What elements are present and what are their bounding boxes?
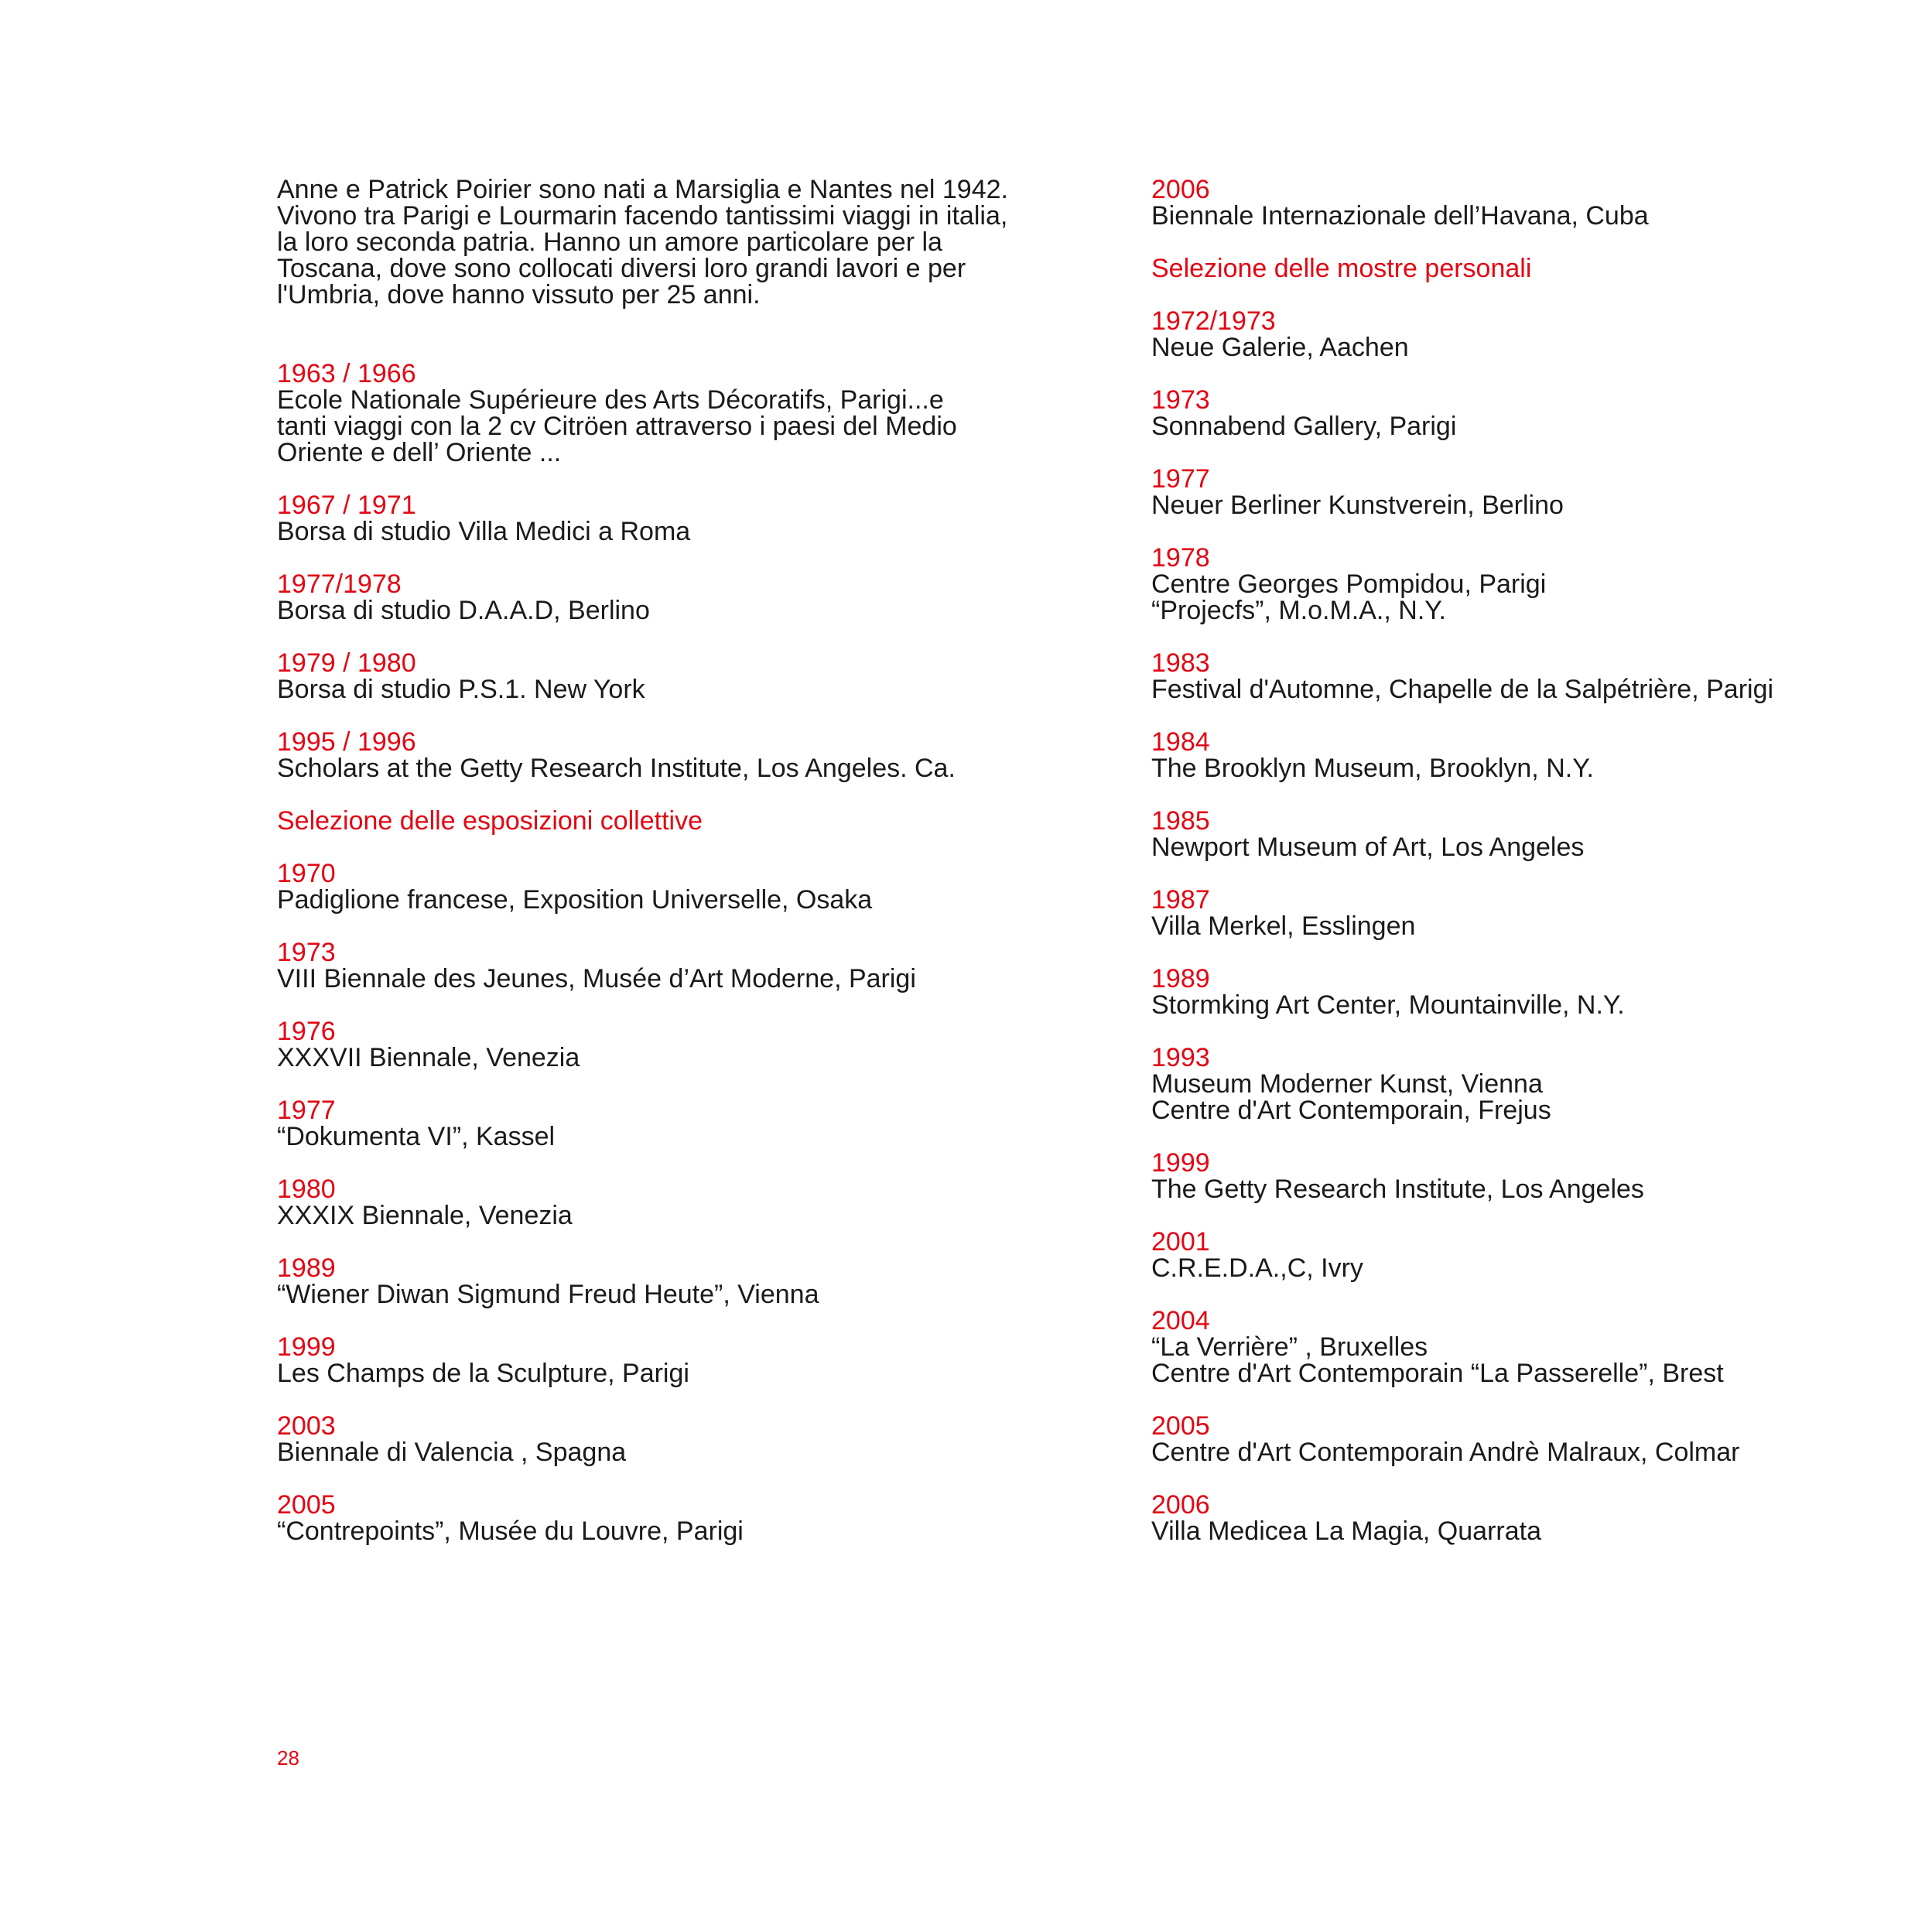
- entry-year: 1979 / 1980: [277, 648, 416, 678]
- entry-year: 1985: [1151, 806, 1210, 836]
- entry-description: Villa Medicea La Magia, Quarrata: [1151, 1517, 1541, 1546]
- entry-year: 2004: [1151, 1306, 1210, 1335]
- entry-description: Neuer Berliner Kunstverein, Berlino: [1151, 491, 1564, 520]
- entry-year: 1977: [1151, 464, 1210, 494]
- entry-description: “Projecfs”, M.o.M.A., N.Y.: [1151, 596, 1447, 625]
- right-column: [1151, 176, 1894, 1571]
- entry-description: Sonnabend Gallery, Parigi: [1151, 412, 1457, 441]
- bio-line: l'Umbria, dove hanno vissuto per 25 anni.: [277, 280, 761, 309]
- entry-year: 1999: [277, 1332, 336, 1362]
- timeline-entry: [1151, 808, 1894, 860]
- entry-description: Stormking Art Center, Mountainville, N.Y.: [1151, 990, 1625, 1020]
- timeline-entry: [1151, 1413, 1894, 1465]
- timeline-entry: [277, 361, 1012, 466]
- entry-description: Oriente e dell’ Oriente ...: [277, 438, 562, 467]
- entry-year: 2006: [1151, 1490, 1210, 1520]
- timeline-entry: [1151, 729, 1894, 781]
- entry-description: Museum Moderner Kunst, Vienna: [1151, 1069, 1543, 1099]
- timeline-entry: [1151, 308, 1894, 361]
- entry-year: 1977: [277, 1096, 336, 1125]
- entry-year: 1987: [1151, 885, 1210, 915]
- entry-year: 1995 / 1996: [277, 727, 416, 757]
- bio-line: Anne e Patrick Poirier sono nati a Marsiglia e Nantes nel 1942.: [277, 175, 1008, 204]
- entry-year: 1983: [1151, 648, 1210, 678]
- timeline-entry: [277, 1018, 1012, 1071]
- entry-description: Biennale Internazionale dell’Havana, Cuba: [1151, 201, 1649, 231]
- entry-description: Neue Galerie, Aachen: [1151, 333, 1409, 362]
- entry-year: 2006: [1151, 175, 1210, 204]
- entry-description: C.R.E.D.A.,C, Ivry: [1151, 1253, 1363, 1283]
- timeline-entry: [1151, 387, 1894, 439]
- entry-description: The Brooklyn Museum, Brooklyn, N.Y.: [1151, 754, 1594, 783]
- entry-description: XXXIX Biennale, Venezia: [277, 1201, 573, 1230]
- solo-exhibitions-list: [1151, 308, 1894, 1544]
- entry-year: 1970: [277, 859, 336, 888]
- biography-paragraph: [277, 176, 1012, 308]
- entry-description: Centre d'Art Contemporain “La Passerelle”, Brest: [1151, 1359, 1724, 1388]
- entry-description: Borsa di studio D.A.A.D, Berlino: [277, 596, 650, 625]
- timeline-entry: [1151, 1150, 1894, 1202]
- entry-year: 1984: [1151, 727, 1210, 757]
- entry-year: 1973: [1151, 385, 1210, 415]
- entry-description: Centre d'Art Contemporain Andrè Malraux, Colmar: [1151, 1438, 1740, 1467]
- entry-description: tanti viaggi con la 2 cv Citröen attraverso i paesi del Medio: [277, 412, 957, 441]
- timeline-entry: [277, 492, 1012, 545]
- timeline-entry: [1151, 466, 1894, 518]
- entry-description: “La Verrière” , Bruxelles: [1151, 1332, 1428, 1362]
- entry-description: XXXVII Biennale, Venezia: [277, 1043, 580, 1072]
- timeline-entry: [1151, 1492, 1894, 1544]
- entry-description: Ecole Nationale Supérieure des Arts Décoratifs, Parigi...e: [277, 385, 944, 415]
- entry-year: 1976: [277, 1017, 336, 1046]
- timeline-entry: [1151, 650, 1894, 703]
- timeline-entry: [1151, 176, 1894, 229]
- education-list: [277, 361, 1012, 781]
- timeline-entry: [1151, 1308, 1894, 1387]
- entry-description: Padiglione francese, Exposition Universelle, Osaka: [277, 885, 873, 915]
- entry-description: Festival d'Automne, Chapelle de la Salpétrière, Parigi: [1151, 675, 1774, 704]
- group-exhibitions-heading: Selezione delle esposizioni collettive: [277, 806, 703, 836]
- timeline-entry: [1151, 966, 1894, 1018]
- entry-description: Villa Merkel, Esslingen: [1151, 911, 1416, 941]
- entry-description: Borsa di studio Villa Medici a Roma: [277, 517, 691, 546]
- group-exhibitions-list: [277, 860, 1012, 1544]
- entry-year: 2001: [1151, 1227, 1210, 1257]
- bio-line: Vivono tra Parigi e Lourmarin facendo tantissimi viaggi in italia,: [277, 201, 1008, 231]
- entry-description: The Getty Research Institute, Los Angeles: [1151, 1175, 1644, 1204]
- entry-description: Centre d'Art Contemporain, Frejus: [1151, 1096, 1551, 1125]
- timeline-entry: [277, 860, 1012, 913]
- timeline-entry: [277, 1176, 1012, 1229]
- entry-year: 2005: [1151, 1411, 1210, 1441]
- timeline-entry: [1151, 1045, 1894, 1123]
- entry-year: 1978: [1151, 543, 1210, 573]
- entry-description: Centre Georges Pompidou, Parigi: [1151, 569, 1547, 599]
- timeline-entry: [277, 939, 1012, 992]
- entry-year: 1993: [1151, 1043, 1210, 1072]
- group-exhibitions-list-continued: [1151, 176, 1894, 229]
- bio-line: Toscana, dove sono collocati diversi loro grandi lavori e per: [277, 254, 966, 283]
- timeline-entry: [1151, 887, 1894, 939]
- entry-description: Biennale di Valencia , Spagna: [277, 1438, 627, 1467]
- entry-description: Les Champs de la Sculpture, Parigi: [277, 1359, 689, 1388]
- left-column: [277, 176, 1012, 1571]
- entry-year: 1999: [1151, 1148, 1210, 1178]
- timeline-entry: [1151, 1229, 1894, 1281]
- timeline-entry: [277, 729, 1012, 781]
- timeline-entry: [277, 1097, 1012, 1150]
- entry-year: 2003: [277, 1411, 336, 1441]
- entry-year: 1989: [1151, 964, 1210, 993]
- page-number: 28: [277, 1746, 299, 1770]
- bio-line: la loro seconda patria. Hanno un amore particolare per la: [277, 227, 942, 257]
- entry-year: 1967 / 1971: [277, 491, 416, 520]
- timeline-entry: [1151, 545, 1894, 624]
- entry-year: 1972/1973: [1151, 306, 1276, 336]
- timeline-entry: [277, 571, 1012, 624]
- entry-description: Scholars at the Getty Research Institute, Los Angeles. Ca.: [277, 754, 956, 783]
- timeline-entry: [277, 650, 1012, 703]
- timeline-entry: [277, 1334, 1012, 1387]
- timeline-entry: [277, 1255, 1012, 1308]
- entry-year: 1989: [277, 1253, 336, 1283]
- entry-description: “Contrepoints”, Musée du Louvre, Parigi: [277, 1517, 744, 1546]
- entry-year: 1963 / 1966: [277, 359, 416, 388]
- entry-description: VIII Biennale des Jeunes, Musée d’Art Moderne, Parigi: [277, 964, 916, 993]
- entry-year: 2005: [277, 1490, 336, 1520]
- timeline-entry: [277, 1492, 1012, 1544]
- entry-description: “Wiener Diwan Sigmund Freud Heute”, Vienna: [277, 1280, 819, 1309]
- entry-description: “Dokumenta VI”, Kassel: [277, 1122, 556, 1151]
- entry-description: Borsa di studio P.S.1. New York: [277, 675, 645, 704]
- timeline-entry: [277, 1413, 1012, 1465]
- entry-year: 1980: [277, 1175, 336, 1204]
- entry-year: 1977/1978: [277, 569, 402, 599]
- solo-exhibitions-heading: Selezione delle mostre personali: [1151, 254, 1532, 283]
- entry-year: 1973: [277, 938, 336, 967]
- entry-description: Newport Museum of Art, Los Angeles: [1151, 833, 1585, 862]
